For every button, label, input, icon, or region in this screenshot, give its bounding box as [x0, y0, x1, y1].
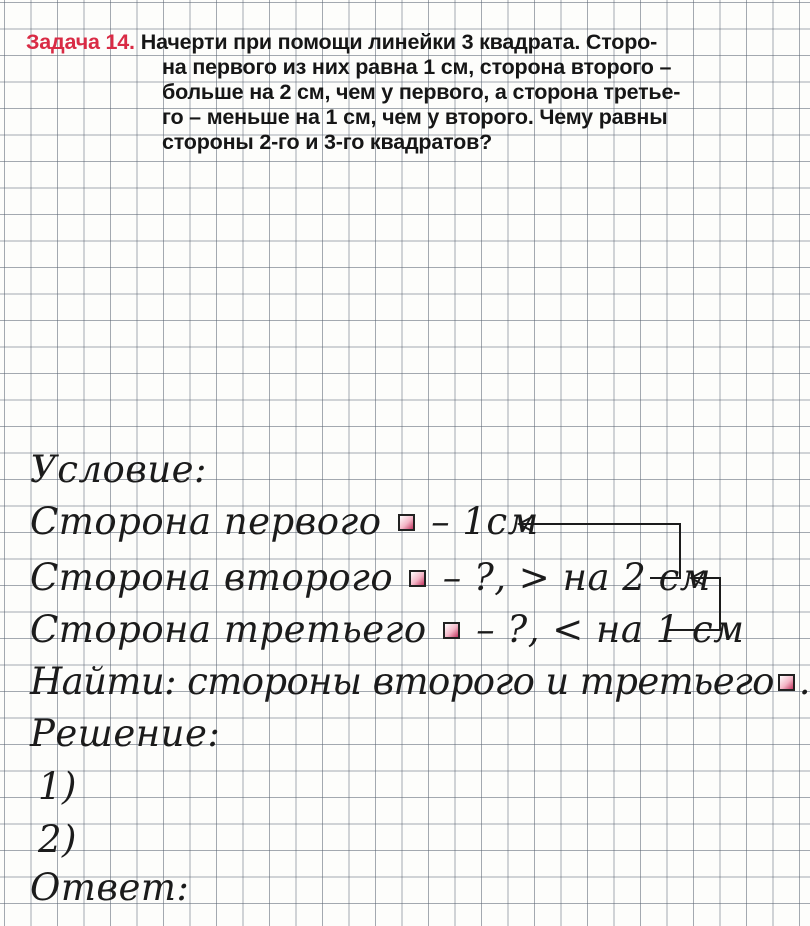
find-line: Найти: стороны второго и третьего . — [30, 660, 810, 703]
task-line-1: Задача 14. Начерти при помощи линейки 3 квадрата. Сторо- — [26, 30, 658, 54]
task-line-4: го – меньше на 1 см, чем у второго. Чему равны — [162, 105, 668, 129]
task-line-2: на первого из них равна 1 см, сторона второго – — [162, 55, 672, 79]
condition-side1: Сторона первого – 1см — [30, 500, 539, 543]
condition-label: Условие: — [30, 448, 208, 491]
square-icon — [778, 674, 795, 691]
answer-label: Ответ: — [30, 866, 190, 909]
step-2: 2) — [38, 818, 77, 861]
condition-side3: Сторона третьего – ?, < на 1 см — [30, 608, 745, 651]
arrow-left-icon — [520, 524, 680, 578]
task-line-5: стороны 2-го и 3-го квадратов? — [162, 130, 493, 154]
task-number: Задача 14. — [26, 30, 135, 54]
condition-side2: Сторона второго – ?, > на 2 см — [30, 556, 711, 599]
solution-label: Решение: — [30, 712, 221, 755]
step-1: 1) — [38, 765, 77, 808]
arrow-left-icon — [668, 578, 720, 630]
task-line-3: больше на 2 см, чем у первого, а сторона третье- — [162, 80, 681, 104]
